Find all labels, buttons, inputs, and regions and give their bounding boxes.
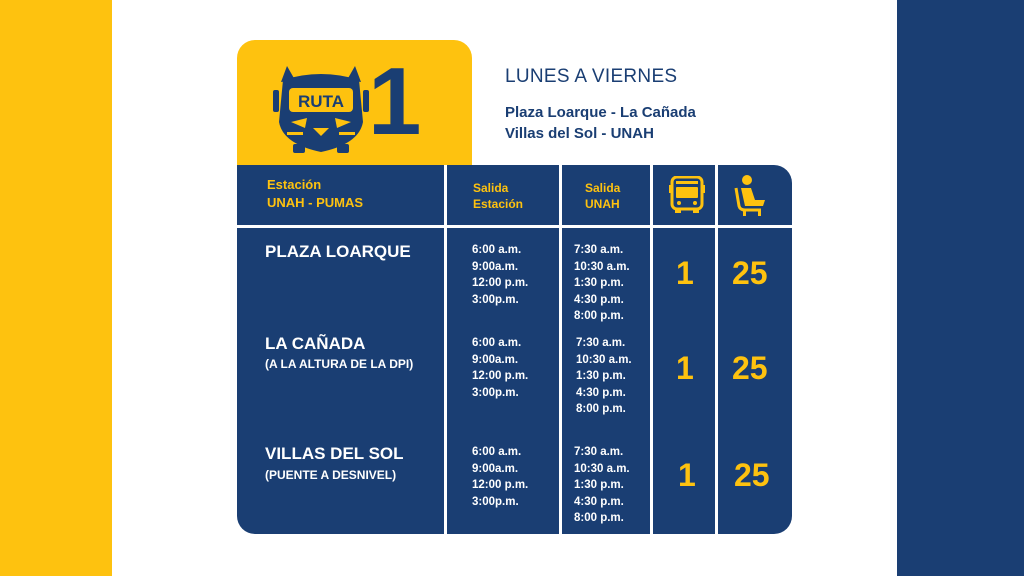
route-stops-line-1: Plaza Loarque - La Cañada: [505, 104, 696, 121]
time-item: 8:00 p.m.: [576, 403, 626, 415]
route-stops-line-2: Villas del Sol - UNAH: [505, 125, 654, 142]
stop-subtitle: (A LA ALTURA DE LA DPI): [265, 357, 414, 371]
puma-bus-icon: [273, 62, 369, 154]
time-item: 3:00p.m.: [472, 495, 519, 508]
stop-name: VILLAS DEL SOL: [265, 444, 404, 463]
column-divider: [650, 165, 653, 534]
header-station-label: Estación: [267, 177, 322, 192]
header-departure-unah-line1: Salida: [585, 181, 621, 195]
header-departure-station-line2: Estación: [473, 197, 524, 211]
time-item: 8:00 p.m.: [574, 310, 624, 322]
time-item: 1:30 p.m.: [574, 277, 624, 289]
column-divider: [559, 165, 562, 534]
bus-count: 1: [676, 255, 694, 291]
header-station: [267, 176, 363, 212]
time-item: 10:30 a.m.: [574, 462, 630, 475]
time-item: 4:30 p.m.: [574, 495, 624, 508]
time-item: 10:30 a.m.: [576, 353, 632, 366]
right-navy-band: [897, 0, 1024, 576]
header-departure-unah-line2: UNAH: [585, 197, 620, 211]
seat-count: 25: [732, 255, 768, 291]
bus-count: 1: [676, 350, 694, 386]
stop-name: PLAZA LOARQUE: [265, 242, 411, 261]
time-item: 6:00 a.m.: [472, 446, 522, 458]
departure-unah-times: [574, 242, 630, 325]
stop-name: LA CAÑADA: [265, 334, 366, 353]
time-item: 4:30 p.m.: [574, 293, 624, 306]
route-number: 1: [368, 48, 422, 155]
time-item: 9:00a.m.: [472, 353, 519, 366]
time-item: 7:30 a.m.: [574, 244, 624, 256]
header-departure-unah: [585, 180, 620, 212]
header-departure-station-line1: Salida: [473, 181, 509, 195]
departure-station-times: [472, 242, 528, 308]
departure-unah-times: [576, 335, 632, 418]
bus-count: 1: [678, 457, 696, 493]
ruta-logo-text: RUTA: [298, 92, 344, 111]
time-item: 1:30 p.m.: [574, 479, 624, 491]
header-departure-station: [473, 180, 523, 212]
time-item: 3:00p.m.: [472, 293, 519, 306]
time-item: 10:30 a.m.: [574, 260, 630, 273]
departure-unah-times: [574, 444, 630, 527]
stop-subtitle: (PUENTE A DESNIVEL): [265, 468, 397, 482]
time-item: 12:00 p.m.: [472, 370, 529, 382]
schedule-table: [237, 165, 792, 534]
time-item: 7:30 a.m.: [574, 446, 624, 458]
departure-station-times: [472, 444, 528, 510]
seat-count: 25: [734, 457, 770, 493]
time-item: 9:00a.m.: [472, 462, 519, 475]
time-item: 1:30 p.m.: [576, 370, 626, 382]
column-divider: [444, 165, 447, 534]
time-item: 12:00 p.m.: [472, 277, 529, 289]
time-item: 3:00p.m.: [472, 386, 519, 399]
departure-station-times: [472, 335, 528, 401]
left-yellow-band: [0, 0, 112, 576]
header-divider: [237, 225, 792, 228]
header-station-name: UNAH - PUMAS: [267, 195, 364, 210]
time-item: 4:30 p.m.: [576, 386, 626, 399]
time-item: 7:30 a.m.: [576, 337, 626, 349]
time-item: 8:00 p.m.: [574, 512, 624, 524]
column-divider: [715, 165, 718, 534]
schedule-days: LUNES A VIERNES: [505, 66, 678, 87]
time-item: 9:00a.m.: [472, 260, 519, 273]
time-item: 6:00 a.m.: [472, 244, 522, 256]
time-item: 12:00 p.m.: [472, 479, 529, 491]
time-item: 6:00 a.m.: [472, 337, 522, 349]
seat-icon: [733, 174, 769, 216]
seat-count: 25: [732, 350, 768, 386]
bus-icon: [669, 176, 705, 214]
